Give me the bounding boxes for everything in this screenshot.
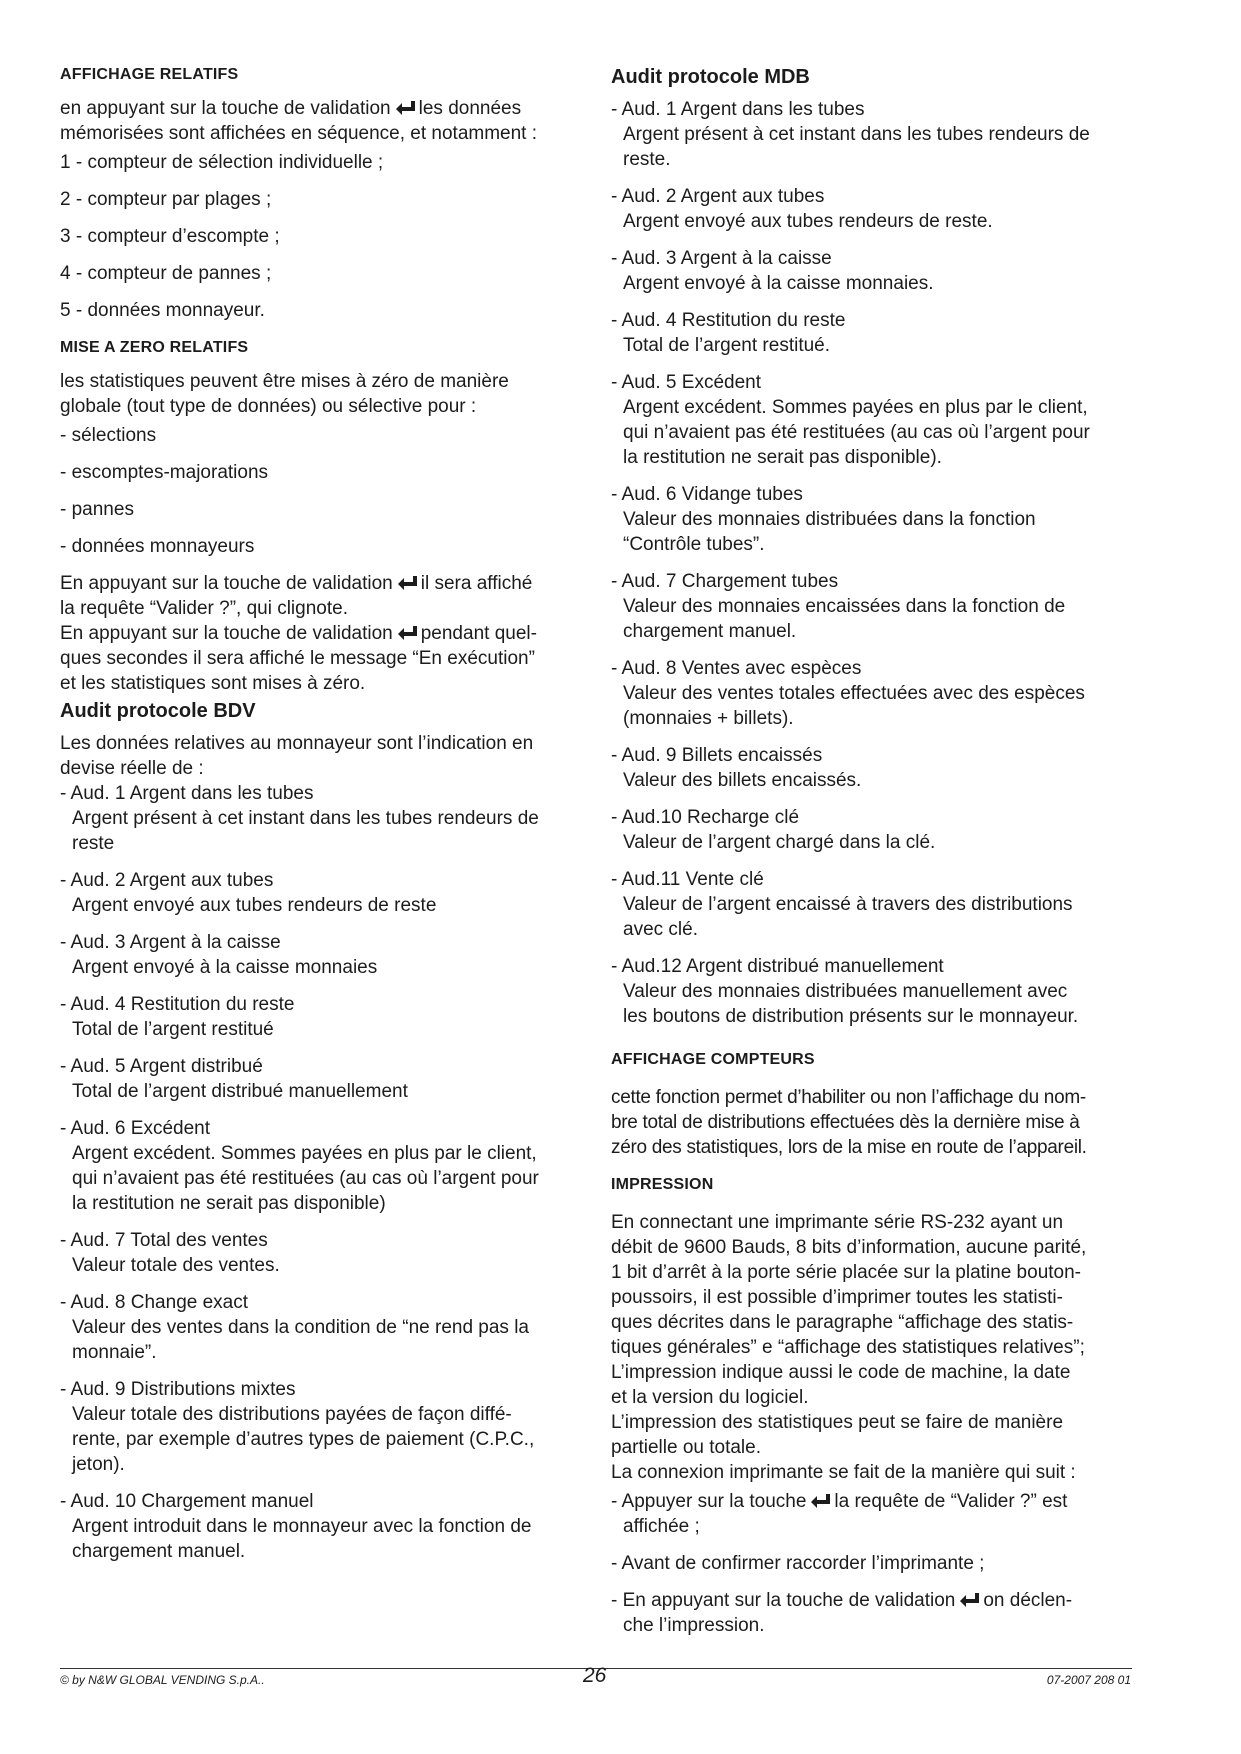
- audit-entry: [60, 992, 585, 1042]
- printer-step-3: [611, 1588, 1151, 1638]
- validation-text-b: il sera affiché: [420, 573, 533, 594]
- list-item: 5 - données monnayeur.: [60, 300, 265, 321]
- audit-entry-description: Valeur totale des distributions payées de façon diffé-: [72, 1404, 512, 1425]
- bdv-intro-1: Les données relatives au monnayeur sont l’indication en: [60, 733, 534, 754]
- enter-key-icon: [959, 1592, 981, 1608]
- validation-text-d: pendant quel-: [420, 623, 537, 644]
- intro-text-a: en appuyant sur la touche de validation: [60, 98, 391, 119]
- enter-key-icon: [397, 625, 419, 641]
- validation-text-a: En appuyant sur la touche de validation: [60, 573, 393, 594]
- audit-entry: [60, 1228, 585, 1278]
- audit-entry: [611, 308, 1151, 358]
- printer-step-3-line: [611, 1588, 1151, 1613]
- compteurs-paragraph: [611, 1085, 1151, 1160]
- paragraph-line: tiques générales” e “affichage des statistiques relatives”;: [611, 1337, 1085, 1358]
- audit-entry-title: - Aud. 3 Argent à la caisse: [60, 932, 281, 953]
- audit-entry: [611, 246, 1151, 296]
- audit-entry-description: Argent envoyé aux tubes rendeurs de reste.: [623, 211, 993, 232]
- audit-entry-description: rente, par exemple d’autres types de paiement (C.P.C.,: [72, 1429, 535, 1450]
- list-item: - sélections: [60, 425, 157, 446]
- printer-step-1-line: [611, 1489, 1151, 1514]
- audit-entry-description: Argent excédent. Sommes payées en plus par le client,: [72, 1143, 537, 1164]
- mise-line-1: les statistiques peuvent être mises à zéro de manière: [60, 371, 509, 392]
- audit-entry-description: la restitution ne serait pas disponible): [72, 1193, 386, 1214]
- audit-entry: [60, 781, 585, 856]
- section-heading-mise-a-zero: MISE A ZERO RELATIFS: [60, 339, 249, 356]
- validation-line-4: ques secondes il sera affiché le message “En exécution”: [60, 648, 535, 669]
- paragraph-line: zéro des statistiques, lors de la mise en route de l’appareil.: [611, 1137, 1087, 1158]
- paragraph-line: partielle ou totale.: [611, 1437, 761, 1458]
- audit-entry-description: Argent introduit dans le monnayeur avec la fonction de: [72, 1516, 532, 1537]
- audit-entry: [60, 1489, 585, 1564]
- audit-entry-description: “Contrôle tubes”.: [623, 534, 765, 555]
- list-item: - pannes: [60, 499, 134, 520]
- audit-entry-description: Total de l’argent distribué manuellement: [72, 1081, 408, 1102]
- paragraph-line: débit de 9600 Bauds, 8 bits d’information, aucune parité,: [611, 1237, 1087, 1258]
- audit-entry-description: jeton).: [72, 1454, 125, 1475]
- audit-entry-title: - Aud. 5 Argent distribué: [60, 1056, 263, 1077]
- paragraph-line: La connexion imprimante se fait de la manière qui suit :: [611, 1462, 1076, 1483]
- validation-line-5: et les statistiques sont mises à zéro.: [60, 673, 366, 694]
- audit-entry: [611, 867, 1151, 942]
- paragraph-line: L’impression indique aussi le code de machine, la date: [611, 1362, 1071, 1383]
- audit-entry-title: - Aud.12 Argent distribué manuellement: [611, 956, 944, 977]
- audit-entry: [611, 805, 1151, 855]
- validation-line-3: [60, 621, 585, 646]
- audit-entry: [611, 97, 1151, 172]
- audit-entry-description: Argent envoyé à la caisse monnaies: [72, 957, 378, 978]
- list-item: 2 - compteur par plages ;: [60, 189, 272, 210]
- audit-entry-title: - Aud. 5 Excédent: [611, 372, 761, 393]
- audit-entry: [611, 954, 1151, 1029]
- audit-entry-title: - Aud. 2 Argent aux tubes: [60, 870, 274, 891]
- mdb-audit-list: [611, 97, 1151, 1029]
- section-heading-affichage-compteurs: AFFICHAGE COMPTEURS: [611, 1051, 815, 1068]
- printer-step-2-line: - Avant de confirmer raccorder l’imprimante ;: [611, 1553, 985, 1574]
- audit-entry-description: reste.: [623, 149, 671, 170]
- validation-text-c: En appuyant sur la touche de validation: [60, 623, 393, 644]
- audit-entry: [611, 569, 1151, 644]
- audit-entry-description: Valeur des ventes totales effectuées avec des espèces: [623, 683, 1085, 704]
- audit-entry-description: Valeur totale des ventes.: [72, 1255, 280, 1276]
- audit-entry: [60, 1054, 585, 1104]
- section-heading-impression: IMPRESSION: [611, 1176, 714, 1193]
- printer-step-3-cont: che l’impression.: [623, 1615, 765, 1636]
- audit-entry-description: chargement manuel.: [623, 621, 797, 642]
- audit-entry: [60, 1290, 585, 1365]
- audit-entry-description: la restitution ne serait pas disponible).: [623, 447, 942, 468]
- list-item: - escomptes-majorations: [60, 462, 269, 483]
- audit-entry-title: - Aud. 6 Excédent: [60, 1118, 210, 1139]
- list-item: - données monnayeurs: [60, 536, 255, 557]
- audit-entry-description: Valeur des monnaies encaissées dans la fonction de: [623, 596, 1066, 617]
- paragraph-line: En connectant une imprimante série RS-232 ayant un: [611, 1212, 1064, 1233]
- paragraph-line: poussoirs, il est possible d’imprimer toutes les statisti-: [611, 1287, 1063, 1308]
- paragraph-line: ques décrites dans le paragraphe “affichage des statis-: [611, 1312, 1074, 1333]
- footer-copyright: © by N&W GLOBAL VENDING S.p.A..: [60, 1673, 265, 1687]
- audit-entry: [60, 868, 585, 918]
- audit-entry-title: - Aud. 6 Vidange tubes: [611, 484, 803, 505]
- audit-entry-description: les boutons de distribution présents sur le monnayeur.: [623, 1006, 1079, 1027]
- audit-entry-description: qui n’avaient pas été restituées (au cas où l’argent pour: [623, 422, 1090, 443]
- audit-entry: [60, 930, 585, 980]
- audit-entry-description: Valeur des monnaies distribuées dans la fonction: [623, 509, 1036, 530]
- audit-entry-description: Total de l’argent restitué.: [623, 335, 831, 356]
- audit-entry-description: Valeur de l’argent chargé dans la clé.: [623, 832, 936, 853]
- audit-entry-description: Argent présent à cet instant dans les tubes rendeurs de: [623, 124, 1090, 145]
- audit-entry-description: reste: [72, 833, 115, 854]
- step3-text-a: - En appuyant sur la touche de validation: [611, 1590, 956, 1611]
- right-column: [611, 66, 1151, 1650]
- step1-text-a: - Appuyer sur la touche: [611, 1491, 807, 1512]
- section-heading-affichage-relatifs: AFFICHAGE RELATIFS: [60, 66, 239, 83]
- enter-key-icon: [395, 100, 417, 116]
- paragraph-line: cette fonction permet d’habiliter ou non l’affichage du nom-: [611, 1087, 1086, 1108]
- bdv-audit-list: [60, 781, 585, 1564]
- audit-entry-description: Argent envoyé aux tubes rendeurs de reste: [72, 895, 437, 916]
- audit-entry-title: - Aud. 3 Argent à la caisse: [611, 248, 832, 269]
- left-column: [60, 66, 585, 1576]
- step1-text-b: la requête de “Valider ?” est: [834, 1491, 1068, 1512]
- page-number: 26: [583, 1664, 607, 1687]
- audit-entry-description: chargement manuel.: [72, 1541, 246, 1562]
- audit-entry-description: Argent présent à cet instant dans les tubes rendeurs de: [72, 808, 539, 829]
- audit-entry: [60, 1377, 585, 1477]
- paragraph-line: et la version du logiciel.: [611, 1387, 809, 1408]
- list-item: 3 - compteur d’escompte ;: [60, 226, 280, 247]
- paragraph-line: L’impression des statistiques peut se faire de manière: [611, 1412, 1064, 1433]
- audit-entry: [611, 184, 1151, 234]
- heading-audit-bdv: Audit protocole BDV: [60, 700, 256, 722]
- audit-entry: [611, 482, 1151, 557]
- audit-entry-title: - Aud. 8 Change exact: [60, 1292, 249, 1313]
- audit-entry-title: - Aud. 7 Total des ventes: [60, 1230, 268, 1251]
- audit-entry-description: (monnaies + billets).: [623, 708, 794, 729]
- audit-entry-description: Valeur des billets encaissés.: [623, 770, 862, 791]
- enter-key-icon: [810, 1493, 832, 1509]
- audit-entry-title: - Aud.11 Vente clé: [611, 869, 764, 890]
- audit-entry-title: - Aud. 9 Billets encaissés: [611, 745, 823, 766]
- intro-line-2: mémorisées sont affichées en séquence, et notamment :: [60, 123, 538, 144]
- paragraph-line: bre total de distributions effectuées dès la dernière mise à: [611, 1112, 1080, 1133]
- audit-entry-title: - Aud. 10 Chargement manuel: [60, 1491, 314, 1512]
- audit-entry-title: - Aud. 9 Distributions mixtes: [60, 1379, 296, 1400]
- audit-entry-title: - Aud. 4 Restitution du reste: [60, 994, 295, 1015]
- audit-entry: [611, 743, 1151, 793]
- audit-entry-description: Argent envoyé à la caisse monnaies.: [623, 273, 934, 294]
- impression-paragraph: [611, 1210, 1151, 1485]
- printer-step-1-cont: affichée ;: [623, 1516, 700, 1537]
- list-item: 4 - compteur de pannes ;: [60, 263, 272, 284]
- audit-entry-title: - Aud. 8 Ventes avec espèces: [611, 658, 862, 679]
- audit-entry-description: Valeur des ventes dans la condition de “ne rend pas la: [72, 1317, 530, 1338]
- audit-entry: [611, 656, 1151, 731]
- bdv-intro-2: devise réelle de :: [60, 758, 204, 779]
- printer-step-1: [611, 1489, 1151, 1539]
- audit-entry-title: - Aud. 4 Restitution du reste: [611, 310, 846, 331]
- audit-entry-description: Argent excédent. Sommes payées en plus par le client,: [623, 397, 1088, 418]
- audit-entry-title: - Aud.10 Recharge clé: [611, 807, 800, 828]
- printer-step-2: [611, 1551, 1151, 1576]
- audit-entry-description: qui n’avaient pas été restituées (au cas où l’argent pour: [72, 1168, 539, 1189]
- intro-text-b: les données: [418, 98, 522, 119]
- audit-entry-description: Total de l’argent restitué: [72, 1019, 274, 1040]
- audit-entry: [611, 370, 1151, 470]
- audit-entry-title: - Aud. 1 Argent dans les tubes: [611, 99, 865, 120]
- audit-entry-title: - Aud. 2 Argent aux tubes: [611, 186, 825, 207]
- reset-options-list: [60, 423, 585, 559]
- audit-entry: [60, 1116, 585, 1216]
- validation-line-2: la requête “Valider ?”, qui clignote.: [60, 598, 348, 619]
- validation-line-1: [60, 571, 585, 596]
- mise-line-2: globale (tout type de données) ou sélective pour :: [60, 396, 477, 417]
- audit-entry-description: Valeur des monnaies distribuées manuellement avec: [623, 981, 1068, 1002]
- paragraph-line: 1 bit d’arrêt à la porte série placée sur la platine bouton-: [611, 1262, 1081, 1283]
- step3-text-b: on déclen-: [983, 1590, 1073, 1611]
- audit-entry-description: Valeur de l’argent encaissé à travers des distributions: [623, 894, 1073, 915]
- audit-entry-title: - Aud. 7 Chargement tubes: [611, 571, 839, 592]
- audit-entry-title: - Aud. 1 Argent dans les tubes: [60, 783, 314, 804]
- enter-key-icon: [397, 575, 419, 591]
- audit-entry-description: monnaie”.: [72, 1342, 157, 1363]
- audit-entry-description: avec clé.: [623, 919, 698, 940]
- list-item: 1 - compteur de sélection individuelle ;: [60, 152, 384, 173]
- intro-line-1: [60, 96, 585, 121]
- document-code: 07-2007 208 01: [1046, 1673, 1131, 1687]
- heading-audit-mdb: Audit protocole MDB: [611, 66, 810, 88]
- counter-list: [60, 150, 585, 323]
